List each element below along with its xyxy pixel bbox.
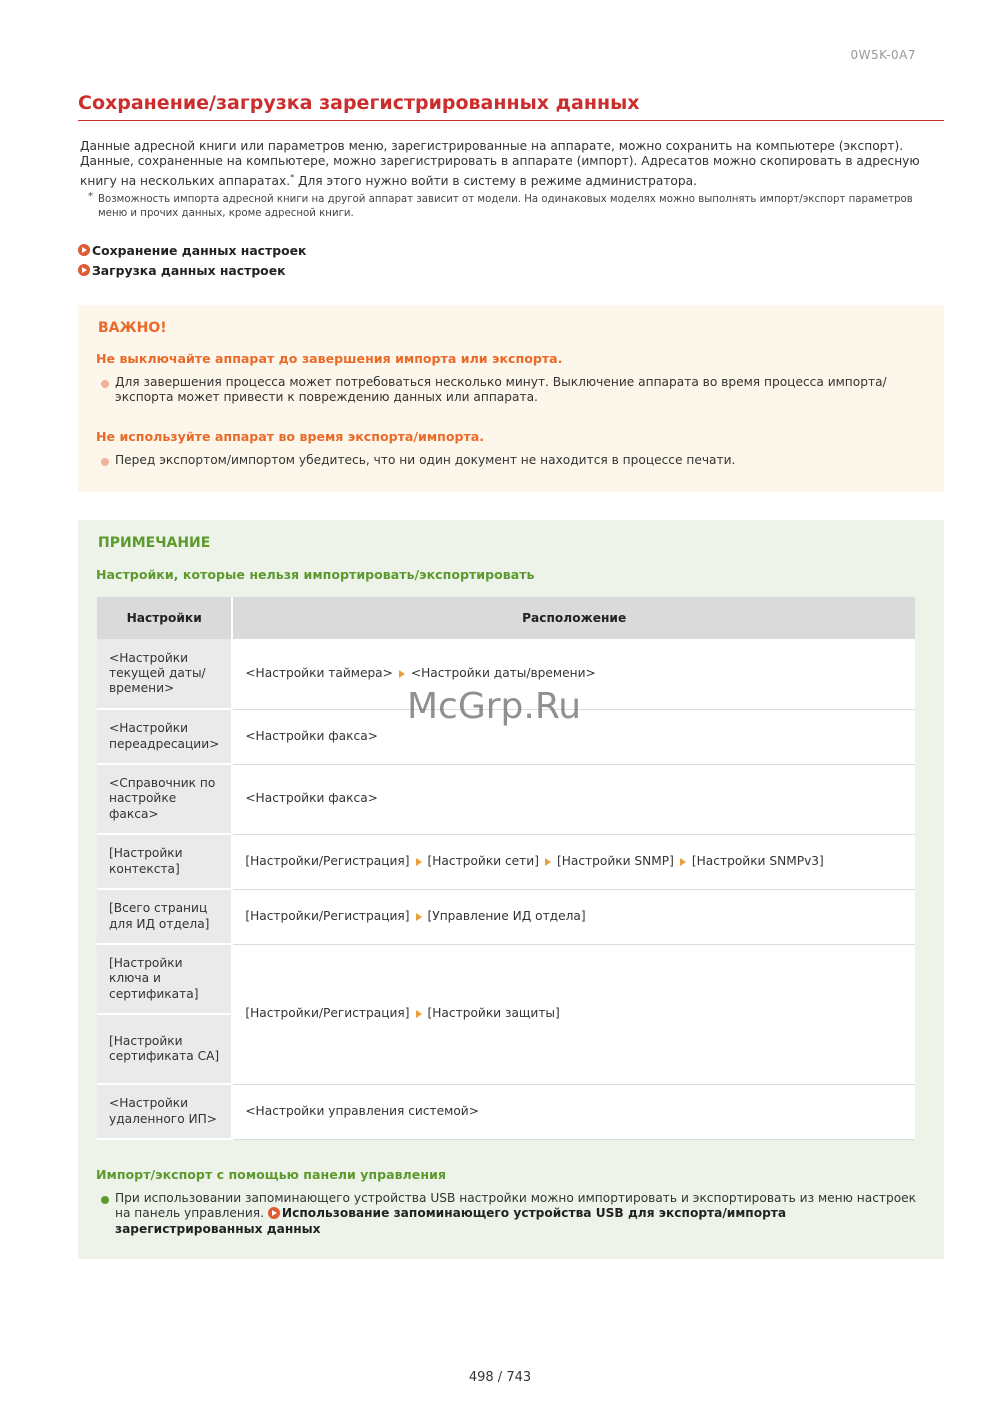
setting-cell: [Настройки сертификата CA]: [97, 1014, 232, 1084]
arrow-right-icon: [78, 264, 90, 276]
note-heading: Импорт/экспорт с помощью панели управления: [96, 1167, 446, 1182]
setting-cell: <Настройки переадресации>: [97, 709, 232, 764]
usb-export-import-link[interactable]: Использование запоминающего устройства USB для экспорта/импорта: [281, 1206, 787, 1221]
section-links: [78, 240, 306, 280]
setting-cell: [Настройки контекста]: [97, 834, 232, 889]
footnote-mark: *: [88, 191, 93, 202]
location-cell: [Настройки/Регистрация] [Управление ИД отдела]: [232, 889, 915, 944]
location-cell: <Настройки управления системой>: [232, 1084, 915, 1139]
arrow-right-icon: [78, 244, 90, 256]
table-header: Настройки: [97, 597, 232, 639]
setting-cell: <Настройки текущей даты/ времени>: [97, 639, 232, 709]
location-cell: [Настройки/Регистрация] [Настройки защиты]: [232, 944, 915, 1084]
note-box: [78, 520, 944, 1259]
note-heading: Настройки, которые нельзя импортировать/экспортировать: [96, 567, 535, 582]
location-cell: [Настройки/Регистрация] [Настройки сети] [Настройки SNMP] [Настройки SNMPv3]: [232, 834, 915, 889]
watermark-logo: McGrp.Ru: [407, 686, 582, 727]
important-heading: Не выключайте аппарат до завершения импорта или экспорта.: [96, 351, 563, 366]
arrow-right-icon: [416, 913, 422, 921]
link-save-settings[interactable]: Сохранение данных настроек: [78, 240, 306, 260]
setting-cell: <Настройки удаленного ИП>: [97, 1084, 232, 1139]
arrow-right-icon: [545, 858, 551, 866]
bullet-icon: [101, 380, 109, 388]
table-header-row: [97, 597, 915, 639]
important-label: ВАЖНО!: [98, 320, 167, 336]
arrow-right-icon: [680, 858, 686, 866]
intro-line: Данные адресной книги или параметров меню, зарегистрированные на аппарате, можно сохранить на компьютере (экспорт).: [80, 139, 904, 153]
important-heading: Не используйте аппарат во время экспорта/импорта.: [96, 429, 485, 444]
setting-cell: [Всего страниц для ИД отдела]: [97, 889, 232, 944]
intro-line: книгу на нескольких аппаратах.* Для этого нужно войти в систему в режиме администратора.: [80, 172, 697, 188]
table-row: [97, 834, 915, 889]
intro-line: Данные, сохраненные на компьютере, можно зарегистрировать в аппарате (импорт). Адресатов можно скопировать в адресную: [80, 154, 920, 169]
location-cell: <Настройки факса>: [232, 764, 915, 834]
table-row: [97, 889, 915, 944]
table-row: [97, 1084, 915, 1139]
note-label: ПРИМЕЧАНИЕ: [98, 535, 211, 551]
page-number: 498 / 743: [468, 1370, 532, 1385]
important-bullet: Для завершения процесса может потребоваться несколько минут. Выключение аппарата во время процесса импорта/ экспорта может привести к повреждению данных или аппарата.: [115, 375, 887, 405]
important-bullet: Перед экспортом/импортом убедитесь, что ни один документ не находится в процессе печати.: [115, 453, 736, 467]
document-code: 0W5K-0A7: [850, 48, 916, 62]
arrow-right-icon: [268, 1207, 280, 1219]
footnote-line: меню и прочих данных, кроме адресной книги.: [98, 207, 354, 219]
table-header: Расположение: [232, 597, 915, 639]
setting-cell: [Настройки ключа и сертификата]: [97, 944, 232, 1014]
footnote-line: Возможность импорта адресной книги на другой аппарат зависит от модели. На одинаковых моделях можно выполнять импорт/экспорт параметров: [98, 194, 913, 205]
arrow-right-icon: [416, 1010, 422, 1018]
intro-text: [80, 139, 930, 189]
settings-table: [97, 597, 915, 1140]
bullet-icon: [101, 458, 109, 466]
table-row: [97, 944, 915, 1014]
location-cell: <Настройки таймера> <Настройки даты/времени>: [232, 639, 915, 709]
arrow-right-icon: [416, 858, 422, 866]
table-row: [97, 764, 915, 834]
bullet-icon: [101, 1196, 109, 1204]
footnote: [88, 193, 928, 220]
important-box: [78, 305, 944, 492]
link-load-settings[interactable]: Загрузка данных настроек: [78, 260, 306, 280]
setting-cell: <Справочник по настройке факса>: [97, 764, 232, 834]
usb-export-import-link[interactable]: зарегистрированных данных: [115, 1221, 321, 1236]
footnote-marker: *: [290, 172, 295, 182]
arrow-right-icon: [399, 670, 405, 678]
note-bullet: При использовании запоминающего устройства USB настройки можно импортировать и экспортировать из меню настроек на панель управления. Использование запоминающего устройства USB для экспорта/импорта зарегистрированных данных: [115, 1191, 925, 1237]
page-title: Сохранение/загрузка зарегистрированных данных: [78, 92, 944, 121]
location-cell: <Настройки факса>: [232, 709, 915, 764]
